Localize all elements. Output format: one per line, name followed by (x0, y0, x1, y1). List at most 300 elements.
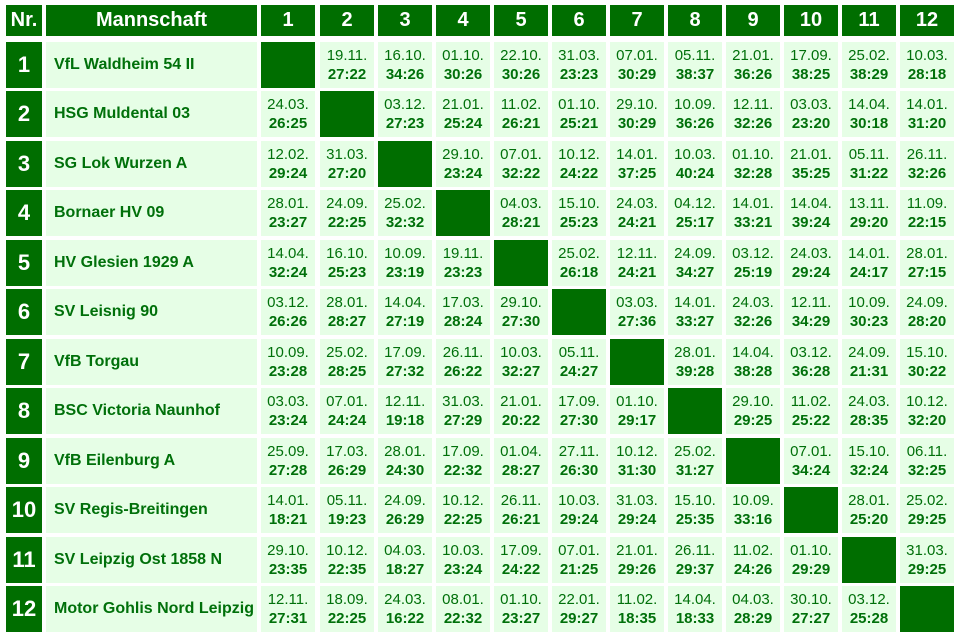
match-score: 39:28 (675, 363, 715, 380)
result-cell (552, 339, 606, 385)
header-column-4: 4 (436, 5, 490, 36)
match-score: 37:25 (617, 165, 657, 182)
result-cell (784, 42, 838, 88)
match-score: 30:26 (501, 66, 541, 83)
match-date: 19.11. (442, 245, 484, 262)
result-cell (436, 289, 490, 335)
match-score: 38:29 (849, 66, 889, 83)
row-number: 1 (6, 42, 42, 88)
match-score: 29:24 (268, 165, 308, 182)
result-cell (784, 339, 838, 385)
result-cell (378, 388, 432, 434)
match-score: 27:22 (327, 66, 367, 83)
match-score: 18:35 (617, 610, 657, 627)
row-number: 5 (6, 240, 42, 286)
diagonal-cell (726, 438, 780, 484)
result-cell (494, 438, 548, 484)
result-cell (494, 339, 548, 385)
match-score: 23:28 (268, 363, 308, 380)
match-date: 07.01. (326, 393, 368, 410)
match-date: 11.02. (500, 96, 542, 113)
result-cell (552, 388, 606, 434)
result-cell (378, 339, 432, 385)
match-score: 28:27 (501, 462, 541, 479)
result-cell (552, 190, 606, 236)
result-cell (900, 190, 954, 236)
team-name: VfB Torgau (46, 339, 257, 385)
match-score: 18:33 (675, 610, 715, 627)
match-score: 16:22 (385, 610, 425, 627)
match-date: 07.01. (616, 47, 658, 64)
match-date: 10.12. (906, 393, 948, 410)
match-score: 27:20 (327, 165, 367, 182)
match-score: 27:15 (907, 264, 947, 281)
match-date: 29.10. (500, 294, 542, 311)
result-cell (668, 91, 722, 137)
match-score: 25:28 (849, 610, 889, 627)
match-score: 29:29 (791, 561, 831, 578)
result-cell (784, 240, 838, 286)
match-score: 23:27 (501, 610, 541, 627)
result-cell (494, 42, 548, 88)
result-cell (842, 339, 896, 385)
result-cell (668, 438, 722, 484)
match-date: 01.04. (500, 443, 542, 460)
match-score: 28:18 (907, 66, 947, 83)
result-cell (436, 42, 490, 88)
match-date: 05.11. (848, 146, 890, 163)
result-cell (552, 240, 606, 286)
match-score: 33:16 (733, 511, 773, 528)
match-score: 29:25 (907, 561, 947, 578)
match-score: 38:25 (791, 66, 831, 83)
header-team: Mannschaft (46, 5, 257, 36)
result-cell (726, 388, 780, 434)
match-score: 22:25 (327, 214, 367, 231)
result-cell (494, 537, 548, 583)
match-score: 26:18 (559, 264, 599, 281)
match-score: 26:21 (501, 115, 541, 132)
match-date: 24.03. (384, 591, 426, 608)
result-cell (668, 141, 722, 187)
match-score: 32:20 (907, 412, 947, 429)
match-date: 14.01. (848, 245, 890, 262)
match-score: 31:20 (907, 115, 947, 132)
match-score: 29:25 (907, 511, 947, 528)
match-score: 27:36 (617, 313, 657, 330)
match-date: 24.03. (848, 393, 890, 410)
result-cell (784, 586, 838, 632)
match-date: 15.10. (674, 492, 716, 509)
match-date: 26.11. (906, 146, 948, 163)
match-score: 30:29 (617, 115, 657, 132)
match-score: 23:20 (791, 115, 831, 132)
result-cell (494, 190, 548, 236)
header-nr: Nr. (6, 5, 42, 36)
result-cell (726, 141, 780, 187)
match-score: 24:22 (559, 165, 599, 182)
result-cell (261, 91, 315, 137)
match-date: 12.11. (384, 393, 426, 410)
match-score: 24:30 (385, 462, 425, 479)
result-cell (784, 537, 838, 583)
result-cell (261, 388, 315, 434)
result-cell (552, 586, 606, 632)
match-date: 31.03. (616, 492, 658, 509)
match-score: 29:24 (559, 511, 599, 528)
result-cell (436, 141, 490, 187)
match-date: 05.11. (558, 344, 600, 361)
result-cell (900, 141, 954, 187)
match-date: 24.03. (616, 195, 658, 212)
match-date: 19.11. (326, 47, 368, 64)
result-cell (436, 487, 490, 533)
match-date: 17.09. (384, 344, 426, 361)
match-score: 38:28 (733, 363, 773, 380)
match-date: 22.01. (558, 591, 600, 608)
match-score: 26:25 (268, 115, 308, 132)
header-column-3: 3 (378, 5, 432, 36)
match-score: 23:24 (268, 412, 308, 429)
team-name: SV Leipzig Ost 1858 N (46, 537, 257, 583)
match-date: 07.01. (500, 146, 542, 163)
match-date: 10.03. (500, 344, 542, 361)
diagonal-cell (436, 190, 490, 236)
match-score: 22:25 (443, 511, 483, 528)
match-date: 10.12. (616, 443, 658, 460)
diagonal-cell (261, 42, 315, 88)
match-date: 11.02. (790, 393, 832, 410)
match-date: 05.11. (326, 492, 368, 509)
match-date: 24.09. (906, 294, 948, 311)
match-date: 24.03. (790, 245, 832, 262)
result-cell (900, 42, 954, 88)
match-score: 27:30 (559, 412, 599, 429)
result-cell (842, 240, 896, 286)
match-score: 32:22 (501, 165, 541, 182)
match-score: 32:24 (268, 264, 308, 281)
match-score: 33:27 (675, 313, 715, 330)
match-date: 14.01. (267, 492, 309, 509)
match-score: 30:29 (617, 66, 657, 83)
match-score: 35:25 (791, 165, 831, 182)
result-cell (320, 487, 374, 533)
result-cell (552, 42, 606, 88)
match-date: 11.09. (906, 195, 948, 212)
match-date: 21.01. (732, 47, 774, 64)
match-date: 08.01. (442, 591, 484, 608)
result-cell (726, 42, 780, 88)
result-cell (900, 289, 954, 335)
result-cell (842, 141, 896, 187)
match-score: 27:32 (385, 363, 425, 380)
match-date: 14.04. (790, 195, 832, 212)
header-column-5: 5 (494, 5, 548, 36)
result-cell (261, 289, 315, 335)
diagonal-cell (320, 91, 374, 137)
match-date: 03.12. (384, 96, 426, 113)
row-number: 7 (6, 339, 42, 385)
result-cell (726, 240, 780, 286)
match-score: 27:28 (268, 462, 308, 479)
match-score: 23:23 (443, 264, 483, 281)
match-date: 13.11. (848, 195, 890, 212)
match-score: 21:25 (559, 561, 599, 578)
match-date: 12.11. (790, 294, 832, 311)
result-cell (610, 42, 664, 88)
result-cell (320, 586, 374, 632)
diagonal-cell (784, 487, 838, 533)
match-score: 28:20 (907, 313, 947, 330)
result-cell (494, 289, 548, 335)
result-cell (436, 537, 490, 583)
match-date: 25.02. (848, 47, 890, 64)
match-score: 36:26 (733, 66, 773, 83)
match-score: 29:17 (617, 412, 657, 429)
match-date: 27.11. (558, 443, 600, 460)
match-date: 31.03. (442, 393, 484, 410)
header-column-9: 9 (726, 5, 780, 36)
team-name: BSC Victoria Naunhof (46, 388, 257, 434)
result-cell (610, 537, 664, 583)
match-date: 14.04. (267, 245, 309, 262)
result-cell (320, 42, 374, 88)
match-date: 29.10. (442, 146, 484, 163)
result-cell (668, 289, 722, 335)
match-date: 03.03. (616, 294, 658, 311)
result-cell (436, 388, 490, 434)
match-date: 06.11. (906, 443, 948, 460)
match-date: 14.01. (616, 146, 658, 163)
result-cell (842, 190, 896, 236)
match-score: 39:24 (791, 214, 831, 231)
match-date: 21.01. (790, 146, 832, 163)
match-score: 26:29 (327, 462, 367, 479)
match-date: 29.10. (267, 542, 309, 559)
match-score: 27:19 (385, 313, 425, 330)
result-cell (784, 438, 838, 484)
match-score: 32:26 (733, 115, 773, 132)
match-date: 01.10. (558, 96, 600, 113)
result-cell (726, 190, 780, 236)
team-name: VfL Waldheim 54 II (46, 42, 257, 88)
header-column-6: 6 (552, 5, 606, 36)
result-cell (784, 289, 838, 335)
result-cell (842, 289, 896, 335)
match-date: 10.03. (674, 146, 716, 163)
match-score: 27:23 (385, 115, 425, 132)
diagonal-cell (378, 141, 432, 187)
match-date: 25.09. (267, 443, 309, 460)
team-name: Bornaer HV 09 (46, 190, 257, 236)
match-date: 03.12. (732, 245, 774, 262)
match-date: 10.09. (732, 492, 774, 509)
match-score: 29:24 (791, 264, 831, 281)
match-date: 01.10. (500, 591, 542, 608)
result-cell (320, 537, 374, 583)
result-cell (610, 487, 664, 533)
result-cell (726, 487, 780, 533)
match-score: 20:22 (501, 412, 541, 429)
header-column-12: 12 (900, 5, 954, 36)
match-score: 28:27 (327, 313, 367, 330)
match-score: 27:31 (268, 610, 308, 627)
match-date: 10.09. (848, 294, 890, 311)
diagonal-cell (494, 240, 548, 286)
match-score: 38:37 (675, 66, 715, 83)
match-date: 31.03. (326, 146, 368, 163)
result-cell (552, 141, 606, 187)
team-name: HSG Muldental 03 (46, 91, 257, 137)
match-date: 26.11. (674, 542, 716, 559)
match-score: 23:27 (268, 214, 308, 231)
result-cell (784, 141, 838, 187)
result-cell (610, 388, 664, 434)
result-cell (378, 438, 432, 484)
match-score: 28:25 (327, 363, 367, 380)
result-cell (494, 586, 548, 632)
match-date: 10.09. (674, 96, 716, 113)
match-date: 24.03. (267, 96, 309, 113)
result-cell (378, 289, 432, 335)
result-cell (378, 240, 432, 286)
match-score: 32:27 (501, 363, 541, 380)
match-date: 24.09. (674, 245, 716, 262)
match-score: 32:32 (385, 214, 425, 231)
match-score: 34:26 (385, 66, 425, 83)
diagonal-cell (552, 289, 606, 335)
match-date: 29.10. (616, 96, 658, 113)
match-date: 21.01. (442, 96, 484, 113)
match-score: 24:17 (849, 264, 889, 281)
match-date: 21.01. (616, 542, 658, 559)
header-column-2: 2 (320, 5, 374, 36)
match-score: 23:24 (443, 561, 483, 578)
match-date: 15.10. (906, 344, 948, 361)
diagonal-cell (842, 537, 896, 583)
result-cell (552, 537, 606, 583)
match-score: 30:26 (443, 66, 483, 83)
match-score: 22:32 (443, 610, 483, 627)
match-score: 31:30 (617, 462, 657, 479)
result-cell (900, 388, 954, 434)
match-date: 14.04. (384, 294, 426, 311)
result-cell (610, 586, 664, 632)
match-date: 28.01. (384, 443, 426, 460)
result-cell (320, 438, 374, 484)
match-date: 03.12. (267, 294, 309, 311)
match-date: 04.03. (384, 542, 426, 559)
match-date: 17.09. (790, 47, 832, 64)
result-cell (378, 42, 432, 88)
match-score: 32:24 (849, 462, 889, 479)
team-name: HV Glesien 1929 A (46, 240, 257, 286)
match-score: 27:27 (791, 610, 831, 627)
result-cell (494, 141, 548, 187)
match-date: 17.03. (442, 294, 484, 311)
diagonal-cell (610, 339, 664, 385)
match-score: 23:23 (559, 66, 599, 83)
match-date: 03.03. (790, 96, 832, 113)
result-cell (436, 339, 490, 385)
match-date: 12.02. (267, 146, 309, 163)
result-cell (668, 537, 722, 583)
result-cell (436, 91, 490, 137)
match-score: 25:22 (791, 412, 831, 429)
header-column-8: 8 (668, 5, 722, 36)
result-cell (784, 190, 838, 236)
result-cell (378, 487, 432, 533)
match-score: 18:21 (268, 511, 308, 528)
team-name: Motor Gohlis Nord Leipzig (46, 586, 257, 632)
match-date: 17.09. (442, 443, 484, 460)
match-score: 25:35 (675, 511, 715, 528)
result-cell (494, 388, 548, 434)
match-date: 17.03. (326, 443, 368, 460)
result-cell (726, 289, 780, 335)
match-date: 04.03. (500, 195, 542, 212)
match-score: 29:20 (849, 214, 889, 231)
match-score: 31:22 (849, 165, 889, 182)
match-score: 31:27 (675, 462, 715, 479)
result-cell (378, 190, 432, 236)
result-cell (610, 240, 664, 286)
match-date: 15.10. (848, 443, 890, 460)
result-cell (261, 141, 315, 187)
result-cell (610, 190, 664, 236)
match-date: 31.03. (906, 542, 948, 559)
result-cell (320, 240, 374, 286)
match-score: 28:35 (849, 412, 889, 429)
row-number: 10 (6, 487, 42, 533)
match-date: 04.03. (732, 591, 774, 608)
match-score: 32:26 (733, 313, 773, 330)
match-score: 34:27 (675, 264, 715, 281)
match-date: 01.10. (790, 542, 832, 559)
match-score: 25:17 (675, 214, 715, 231)
diagonal-cell (900, 586, 954, 632)
result-cell (842, 388, 896, 434)
result-cell (320, 190, 374, 236)
match-date: 10.03. (906, 47, 948, 64)
match-score: 34:24 (791, 462, 831, 479)
match-score: 28:29 (733, 610, 773, 627)
match-date: 26.11. (500, 492, 542, 509)
match-score: 18:27 (385, 561, 425, 578)
match-date: 14.01. (732, 195, 774, 212)
match-score: 24:26 (733, 561, 773, 578)
row-number: 3 (6, 141, 42, 187)
result-cell (784, 91, 838, 137)
match-date: 15.10. (558, 195, 600, 212)
match-score: 23:35 (268, 561, 308, 578)
match-date: 28.01. (848, 492, 890, 509)
match-score: 24:27 (559, 363, 599, 380)
result-cell (320, 339, 374, 385)
match-date: 17.09. (500, 542, 542, 559)
match-date: 28.01. (326, 294, 368, 311)
row-number: 12 (6, 586, 42, 632)
match-date: 01.10. (732, 146, 774, 163)
match-date: 10.12. (442, 492, 484, 509)
match-score: 21:31 (849, 363, 889, 380)
match-date: 14.01. (674, 294, 716, 311)
match-score: 24:24 (327, 412, 367, 429)
match-date: 26.11. (442, 344, 484, 361)
match-score: 19:23 (327, 511, 367, 528)
result-cell (900, 240, 954, 286)
result-cell (261, 438, 315, 484)
